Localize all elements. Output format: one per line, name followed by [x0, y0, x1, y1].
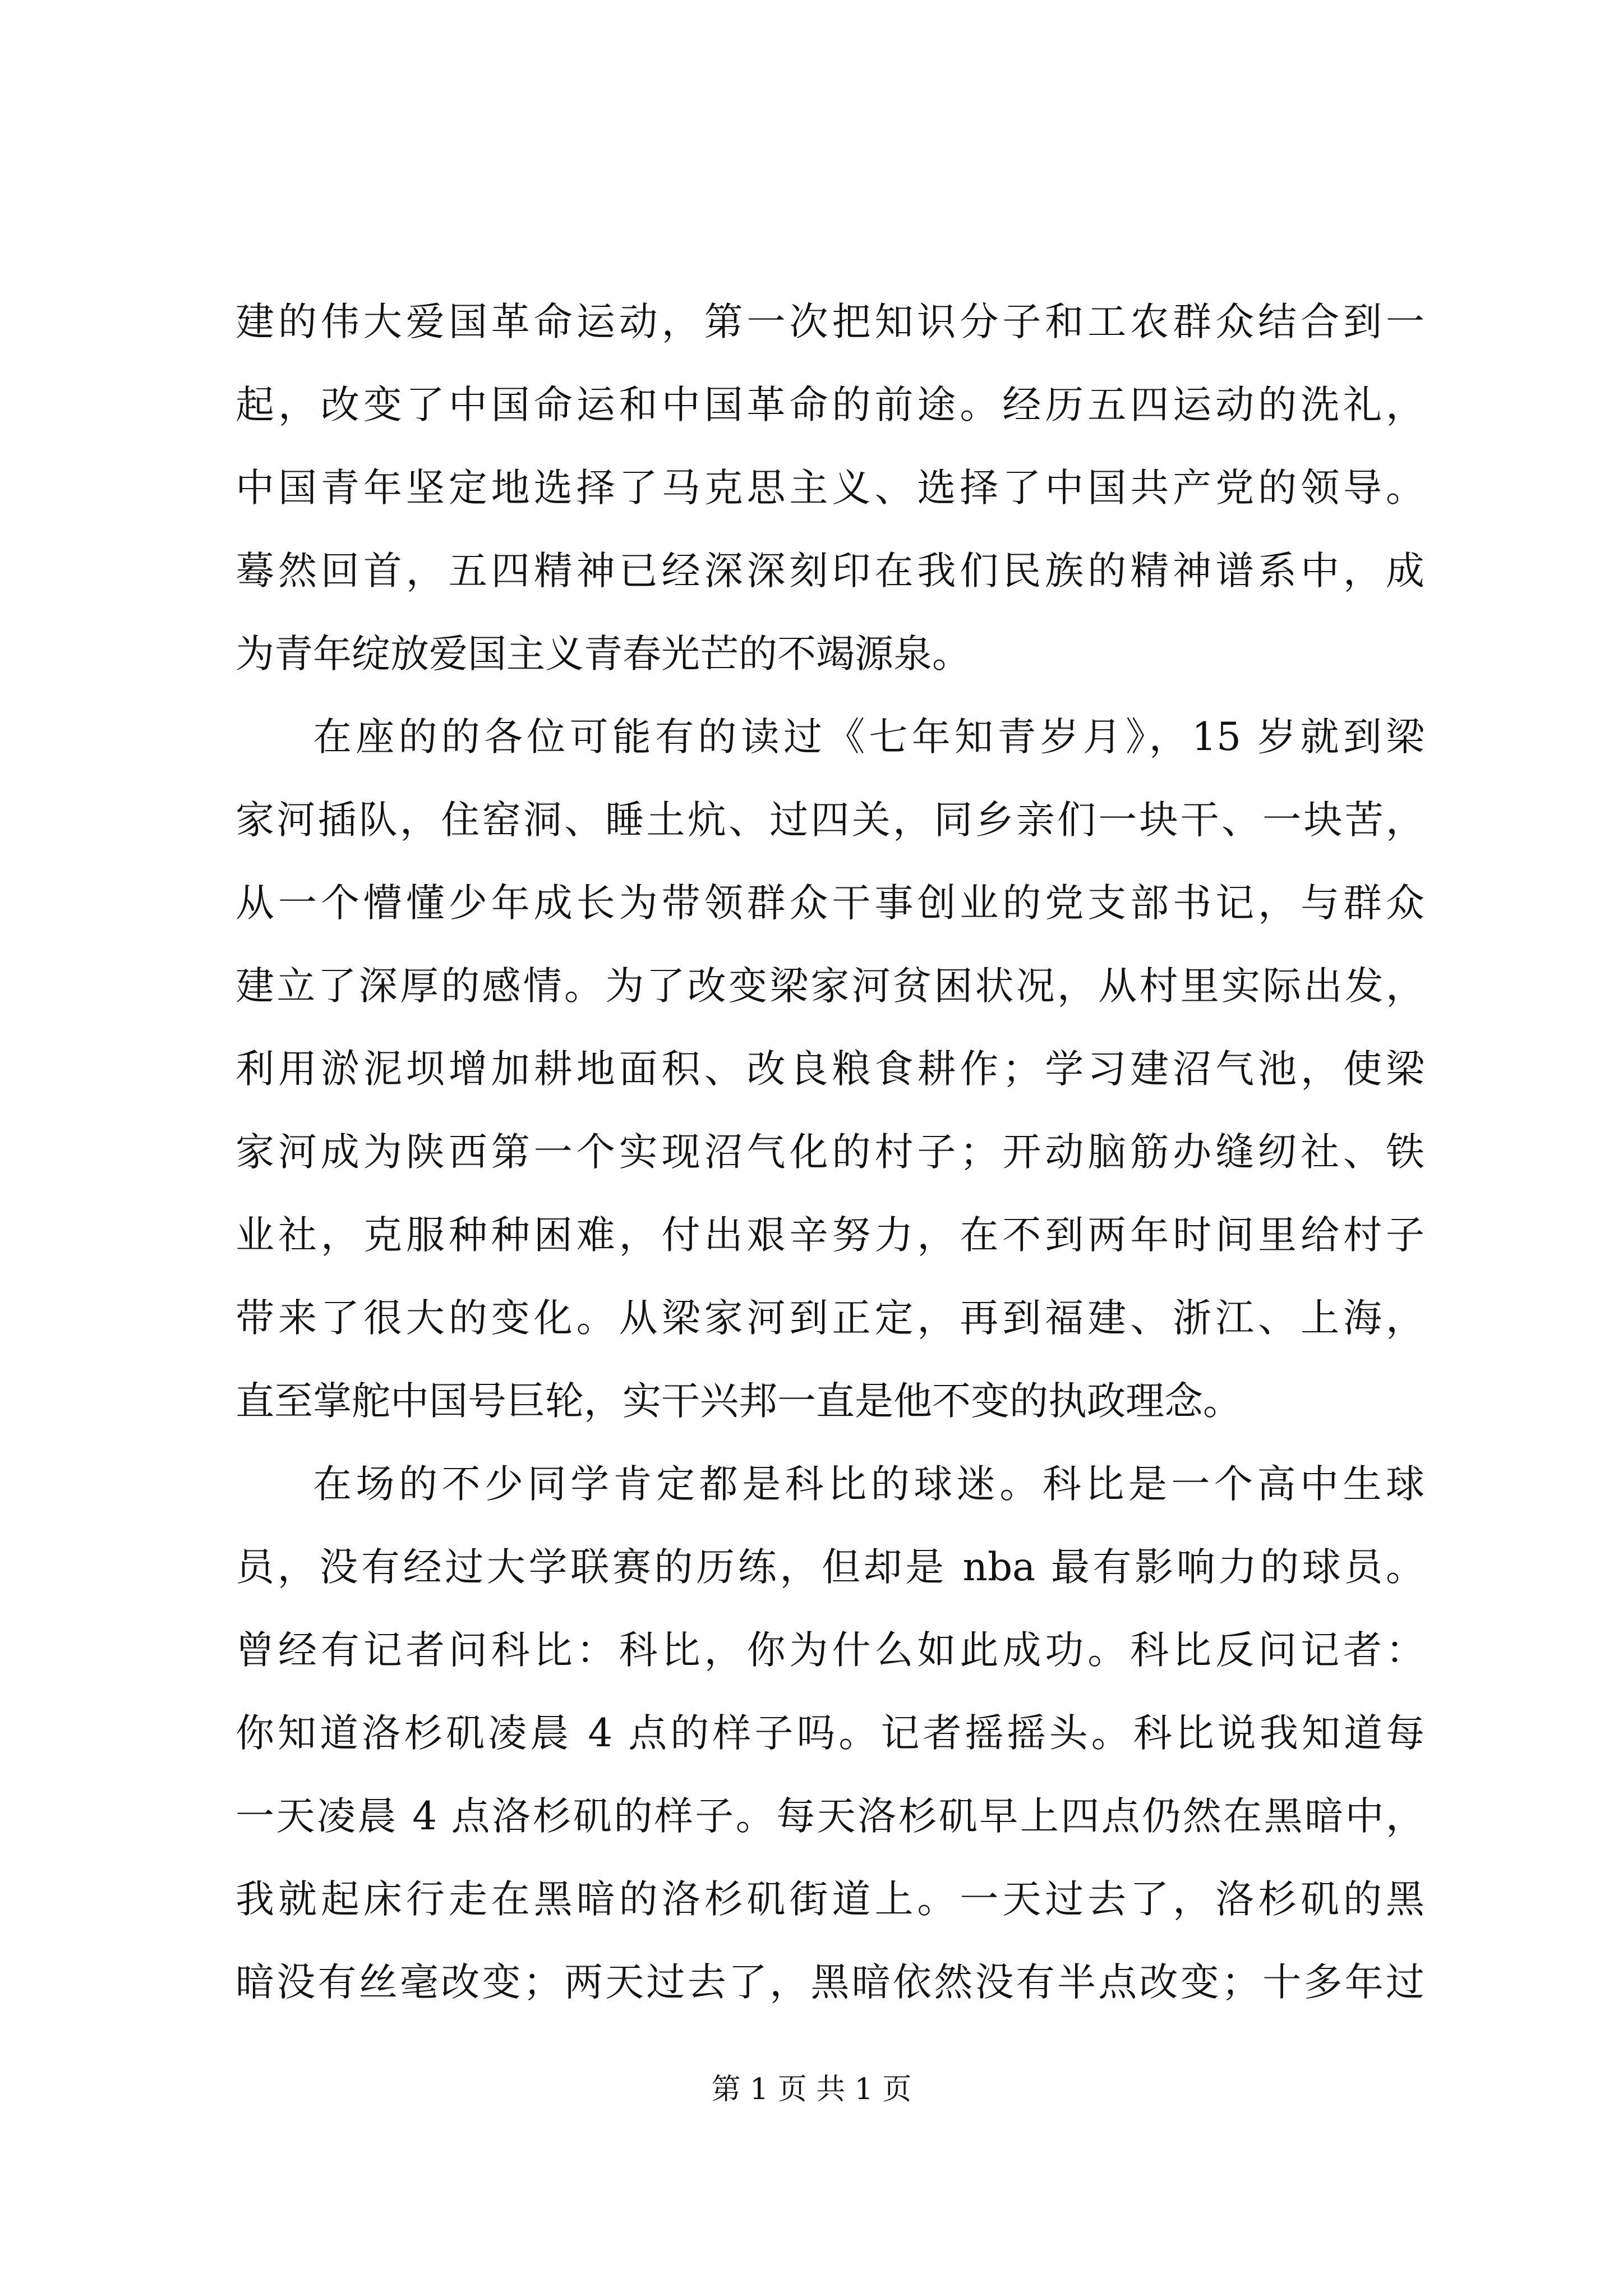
paragraph	[236, 280, 1424, 696]
text-line: 为青年绽放爱国主义青春光芒的不竭源泉。	[236, 632, 971, 677]
text-line: 业社，克服种种困难，付出艰辛努力，在不到两年时间里给村子	[236, 1213, 1424, 1258]
text-line: 一天凌晨 4 点洛杉矶的样子。每天洛杉矶早上四点仍然在黑暗中，	[236, 1794, 1424, 1839]
document-body	[236, 280, 1424, 2024]
text-line: 从一个懵懂少年成长为带领群众干事创业的党支部书记，与群众	[236, 881, 1424, 926]
text-line: 员，没有经过大学联赛的历练，但却是 nba 最有影响力的球员。	[236, 1545, 1424, 1590]
text-line: 利用淤泥坝增加耕地面积、改良粮食耕作；学习建沼气池，使梁	[236, 1047, 1424, 1092]
text-line: 直至掌舵中国号巨轮，实干兴邦一直是他不变的执政理念。	[236, 1379, 1242, 1424]
text-line: 在座的的各位可能有的读过《七年知青岁月》，15 岁就到梁	[313, 715, 1424, 760]
text-line: 起，改变了中国命运和中国革命的前途。经历五四运动的洗礼，	[236, 383, 1424, 427]
page-number-footer: 第 1 页 共 1 页	[711, 2073, 912, 2106]
paragraph	[236, 696, 1424, 1443]
text-line: 家河成为陕西第一个实现沼气化的村子；开动脑筋办缝纫社、铁	[236, 1130, 1424, 1175]
text-line: 我就起床行走在黑暗的洛杉矶街道上。一天过去了，洛杉矶的黑	[236, 1877, 1424, 1922]
text-line: 建立了深厚的感情。为了改变梁家河贫困状况，从村里实际出发，	[236, 964, 1424, 1009]
text-line: 你知道洛杉矶凌晨 4 点的样子吗。记者摇摇头。科比说我知道每	[236, 1711, 1424, 1756]
text-line: 暗没有丝毫改变；两天过去了，黑暗依然没有半点改变；十多年过	[236, 1960, 1424, 2005]
text-line: 家河插队，住窑洞、睡土炕、过四关，同乡亲们一块干、一块苦，	[236, 798, 1424, 843]
text-line: 带来了很大的变化。从梁家河到正定，再到福建、浙江、上海，	[236, 1296, 1424, 1341]
text-line: 建的伟大爱国革命运动，第一次把知识分子和工农群众结合到一	[236, 300, 1424, 344]
paragraph	[236, 1443, 1424, 2024]
text-line: 蓦然回首，五四精神已经深深刻印在我们民族的精神谱系中，成	[236, 549, 1424, 593]
text-line: 中国青年坚定地选择了马克思主义、选择了中国共产党的领导。	[236, 466, 1424, 510]
text-line: 曾经有记者问科比：科比，你为什么如此成功。科比反问记者：	[236, 1628, 1424, 1673]
text-line: 在场的不少同学肯定都是科比的球迷。科比是一个高中生球	[313, 1462, 1424, 1507]
